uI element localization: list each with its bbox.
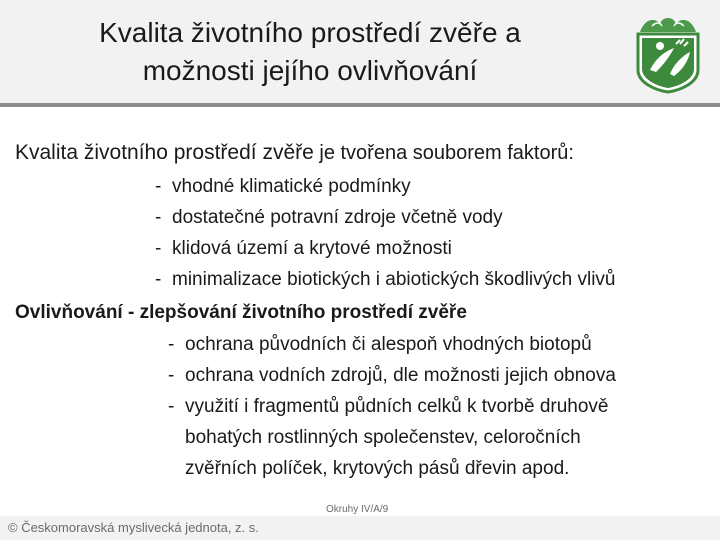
list-item-text: vhodné klimatické podmínky [172, 176, 411, 197]
list-item [155, 171, 616, 202]
title-line-1: Kvalita životního prostředí zvěře a [99, 17, 521, 48]
intro-strong-text: Kvalita životního prostředí zvěře [15, 141, 314, 164]
cmmj-emblem-icon [630, 12, 706, 94]
list-item-text: ochrana původních či alespoň vhodných biotopů [185, 334, 592, 355]
title-line-2: možnosti jejího ovlivňování [142, 55, 478, 86]
list-item-text: ochrana vodních zdrojů, dle možnosti jejich obnova [185, 365, 616, 386]
list-item-continuation: zvěřních políček, krytových pásů dřevin apod. [185, 458, 570, 479]
list-item [168, 329, 616, 360]
list-item-continuation: bohatých rostlinných společenstev, celoročních [185, 427, 581, 448]
list-dash: - [155, 238, 162, 259]
list-dash: - [168, 396, 175, 417]
list-dash: - [168, 365, 175, 386]
factor-list [155, 171, 616, 295]
list-item [155, 202, 616, 233]
slide-number: Okruhy IV/A/9 [326, 504, 389, 515]
list-item-text: klidová území a krytové možnosti [172, 238, 452, 259]
list-item [168, 360, 616, 391]
list-item [155, 264, 616, 295]
list-dash: - [155, 207, 162, 228]
footer-copyright: © Českomoravská myslivecká jednota, z. s. [8, 520, 259, 535]
list-dash: - [155, 269, 162, 290]
list-item-text: minimalizace biotických i abiotických škodlivých vlivů [172, 269, 616, 290]
measure-list [168, 329, 616, 484]
list-item-text: dostatečné potravní zdroje včetně vody [172, 207, 503, 228]
list-item [155, 233, 616, 264]
intro-sentence [15, 138, 715, 168]
intro-rest-text: je tvořena souborem faktorů: [313, 142, 574, 164]
list-dash: - [168, 334, 175, 355]
header-divider [0, 103, 720, 107]
section-heading: Ovlivňování - zlepšování životního prostředí zvěře [15, 302, 467, 323]
slide-title [0, 14, 620, 90]
list-item [168, 391, 616, 422]
list-dash: - [155, 176, 162, 197]
list-item-text: využití i fragmentů půdních celků k tvorbě druhově [185, 396, 609, 417]
